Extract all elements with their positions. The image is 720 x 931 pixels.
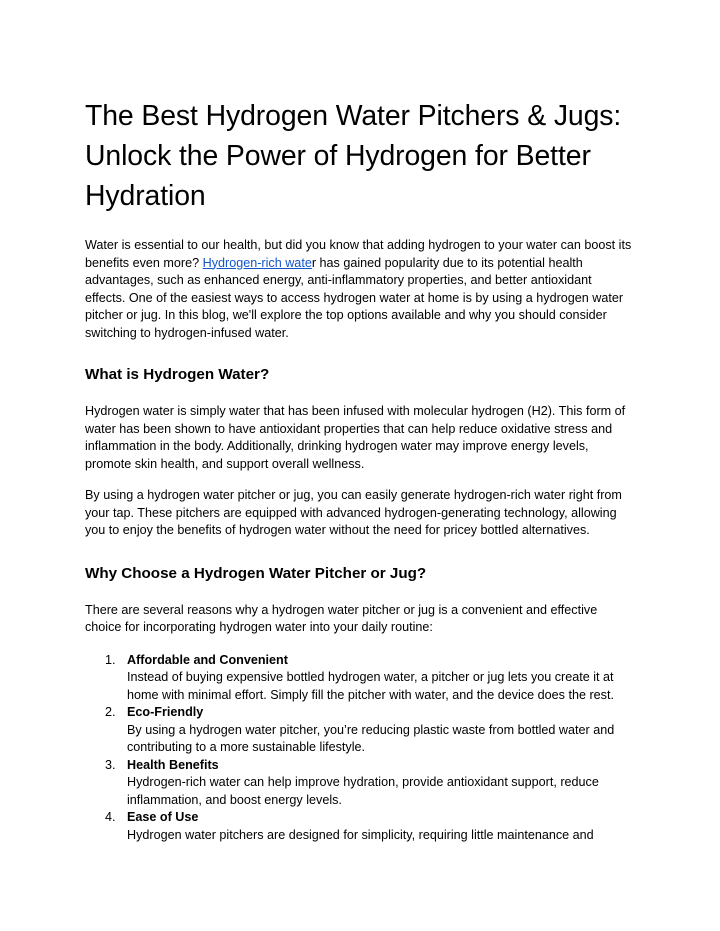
list-item-number: 4. — [105, 810, 116, 824]
list-item-number: 3. — [105, 757, 116, 772]
what-is-hydrogen-water-heading: What is Hydrogen Water? — [85, 366, 270, 383]
page-title: The Best Hydrogen Water Pitchers & Jugs: Unlock the Power of Hydrogen for Better Hydration — [85, 100, 622, 212]
list-item — [85, 704, 633, 757]
intro-text-after-link: r has gained popularity due to its potential health advantages, such as enhanced energy, anti-inflammatory properties, and better antioxidant effects. One of the easiest ways to access hydrogen water at home is by using a hydrogen water pitcher or jug. In this blog, we'll explore the top options available and why you should consider switching to hydrogen-infused water. — [85, 255, 624, 340]
list-item-title: Affordable and Convenient — [127, 652, 288, 667]
list-item-text: Instead of buying expensive bottled hydrogen water, a pitcher or jug lets you create it at home with minimal effort. Simply fill the pitcher with water, and the device does the rest. — [127, 670, 614, 702]
hydrogen-rich-water-link[interactable]: Hydrogen-rich wate — [202, 255, 312, 270]
what-paragraph-1: Hydrogen water is simply water that has been infused with molecular hydrogen (H2). This form of water has been shown to have antioxidant properties that can help reduce oxidative stress and inflammation in the body. Additionally, drinking hydrogen water may improve energy levels, promote skin health, and support overall wellness. — [85, 404, 626, 471]
list-item-number: 2. — [105, 705, 116, 719]
list-item-number: 1. — [105, 652, 116, 667]
reasons-list — [85, 652, 633, 845]
list-item — [85, 757, 633, 810]
list-item-title: Ease of Use — [127, 810, 199, 824]
intro-paragraph — [85, 237, 633, 342]
list-item-text: Hydrogen water pitchers are designed for simplicity, requiring little maintenance and — [127, 827, 594, 842]
why-paragraph: There are several reasons why a hydrogen water pitcher or jug is a convenient and effective choice for incorporating hydrogen water into your daily routine: — [85, 602, 598, 634]
intro-text-before-link: Water is essential to our health, but did you know that adding hydrogen to your water can boost its benefits even more? — [85, 238, 632, 270]
what-paragraph-2: By using a hydrogen water pitcher or jug, you can easily generate hydrogen-rich water right from your tap. These pitchers are equipped with advanced hydrogen-generating technology, allowing you to enjoy the benefits of hydrogen water without the need for pricey bottled alternatives. — [85, 488, 622, 537]
list-item — [85, 809, 633, 844]
list-item — [85, 652, 633, 705]
list-item-text: Hydrogen-rich water can help improve hydration, provide antioxidant support, reduce inflammation, and boost energy levels. — [127, 775, 599, 807]
list-item-title: Eco-Friendly — [127, 705, 204, 719]
list-item-text: By using a hydrogen water pitcher, you’re reducing plastic waste from bottled water and contributing to a more sustainable lifestyle. — [127, 722, 615, 754]
document-page — [85, 96, 633, 844]
why-choose-heading: Why Choose a Hydrogen Water Pitcher or Jug? — [85, 564, 427, 582]
list-item-title: Health Benefits — [127, 757, 219, 772]
